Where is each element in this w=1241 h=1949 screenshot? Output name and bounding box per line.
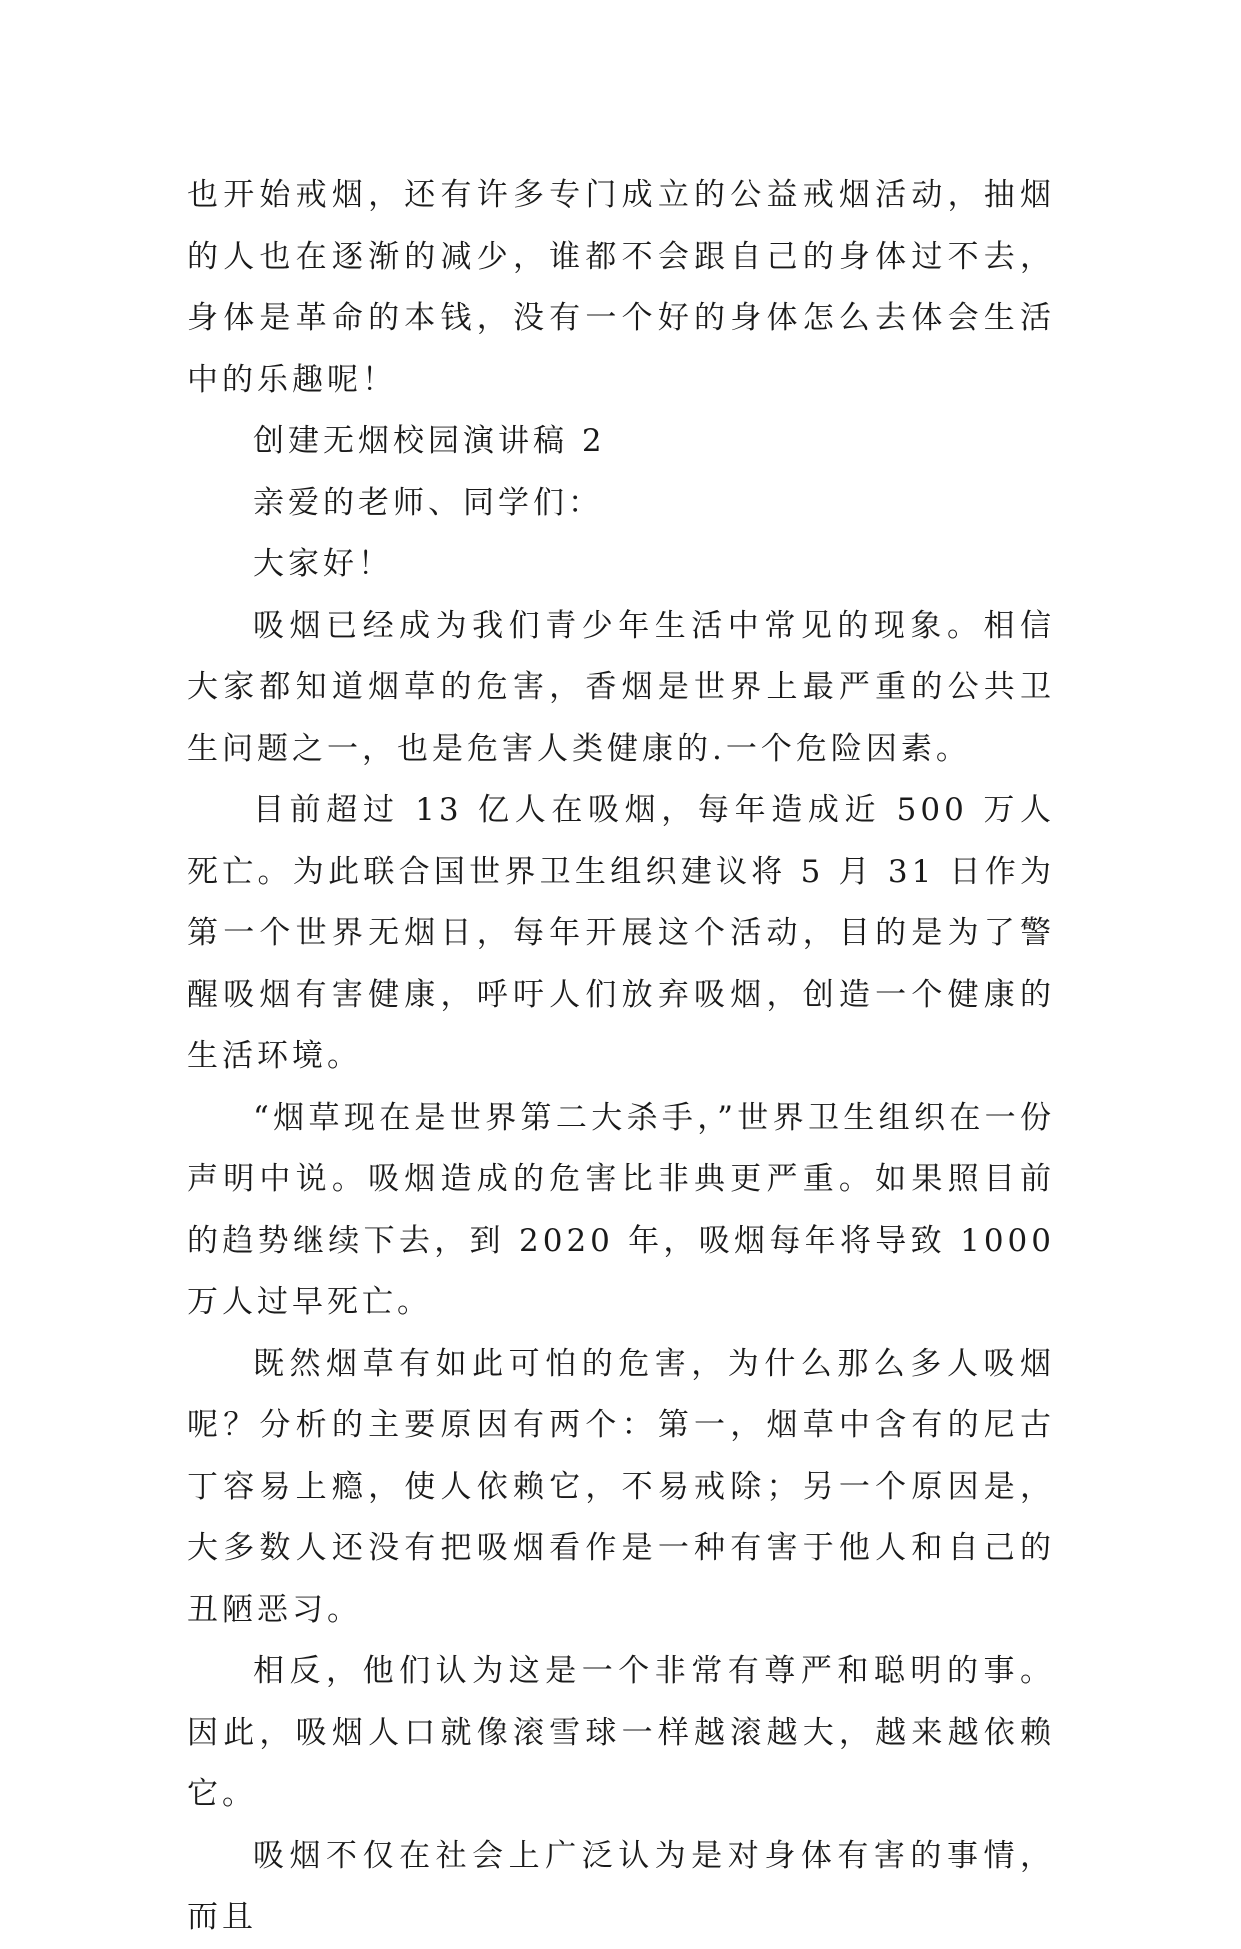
- speech-title: 创建无烟校园演讲稿 2: [253, 423, 606, 459]
- document-body: [187, 165, 1055, 1949]
- paragraph-reasons: 既然烟草有如此可怕的危害，为什么那么多人吸烟呢？分析的主要原因有两个：第一，烟草中含有的尼古丁容易上瘾，使人依赖它，不易戒除；另一个原因是，大多数人还没有把吸烟看作是一种有害于他人和自己的丑陋恶习。: [187, 1345, 1055, 1628]
- paragraph-social-view: 吸烟不仅在社会上广泛认为是对身体有害的事情，而且: [187, 1837, 1055, 1935]
- paragraph-contrary: 相反，他们认为这是一个非常有尊严和聪明的事。因此，吸烟人口就像滚雪球一样越滚越大，越来越依赖它。: [187, 1653, 1055, 1812]
- paragraph-statistics: 目前超过 13 亿人在吸烟，每年造成近 500 万人死亡。为此联合国世界卫生组织建议将 5 月 31 日作为第一个世界无烟日，每年开展这个活动，目的是为了警醒吸烟有害健康，呼吁人们放弃吸烟，创造一个健康的生活环境。: [187, 792, 1055, 1074]
- greeting: 大家好！: [253, 546, 393, 582]
- salutation: 亲爱的老师、同学们：: [253, 484, 603, 521]
- paragraph-who-quote: “烟草现在是世界第二大杀手，”世界卫生组织在一份声明中说。吸烟造成的危害比非典更严重。如果照目前的趋势继续下去，到 2020 年，吸烟每年将导致 1000 万人过早死亡。: [187, 1099, 1055, 1320]
- paragraph-smoking-phenomenon: 吸烟已经成为我们青少年生活中常见的现象。相信大家都知道烟草的危害，香烟是世界上最严重的公共卫生问题之一，也是危害人类健康的.一个危险因素。: [187, 607, 1055, 767]
- paragraph-continuation: 也开始戒烟，还有许多专门成立的公益戒烟活动，抽烟的人也在逐渐的减少，谁都不会跟自己的身体过不去，身体是革命的本钱，没有一个好的身体怎么去体会生活中的乐趣呢！: [187, 177, 1055, 398]
